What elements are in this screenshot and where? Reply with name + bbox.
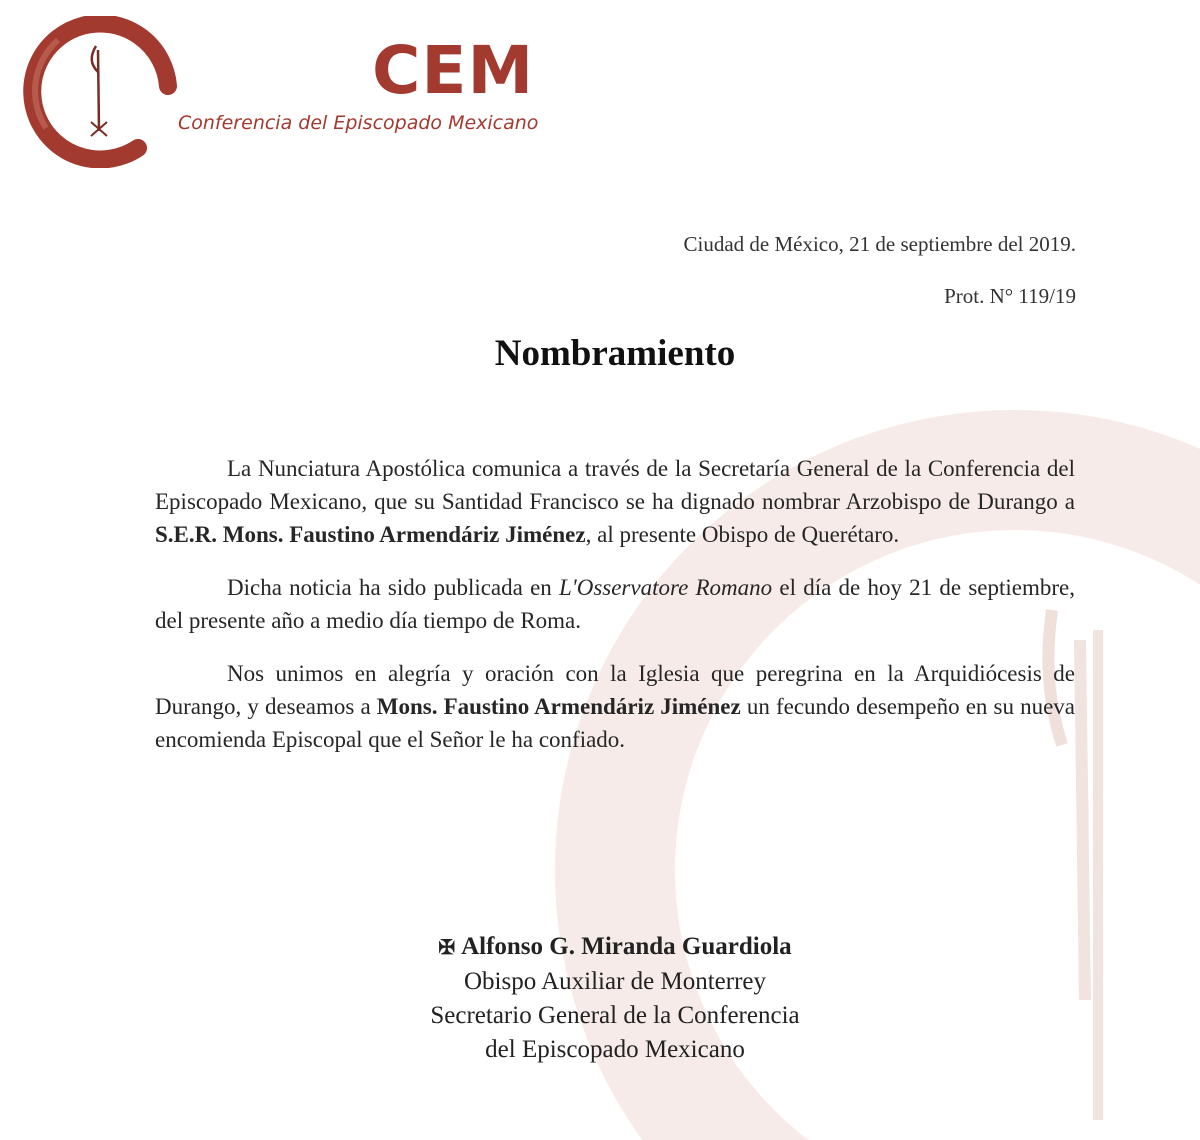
org-acronym: CEM (372, 32, 535, 109)
document-title: Nombramiento (494, 333, 736, 374)
signatory-title-1: Obispo Auxiliar de Monterrey (463, 968, 767, 995)
signature-block (300, 930, 930, 1067)
cross-icon: ✠ (438, 937, 456, 959)
signatory-title-3: del Episcopado Mexicano (485, 1036, 745, 1063)
cem-logo-icon (18, 16, 178, 168)
paragraph-3: Nos unimos en alegría y oración con la Iglesia que peregrina en la Arquidiócesis de Durango, y deseamos a Mons. Faustino Armendáriz Jiménez un fecundo desempeño en su nueva encomienda Episcopal que el Señor le ha confiado. (155, 661, 1076, 752)
place-date: Ciudad de México, 21 de septiembre del 2019. (683, 232, 1076, 256)
document-body (155, 452, 1075, 776)
signatory-title-2: Secretario General de la Conferencia (430, 1002, 800, 1029)
paragraph-2: Dicha noticia ha sido publicada en L'Osservatore Romano el día de hoy 21 de septiembre, del presente año a medio día tiempo de Roma. (155, 575, 1075, 633)
paragraph-1: La Nunciatura Apostólica comunica a través de la Secretaría General de la Conferencia del Episcopado Mexicano, que su Santidad Francisco se ha dignado nombrar Arzobispo de Durango a S.E.R. Mons. Faustino Armendáriz Jiménez, al presente Obispo de Querétaro. (155, 456, 1075, 547)
signatory-name: ✠ Alfonso G. Miranda Guardiola (438, 933, 792, 960)
org-name: Conferencia del Episcopado Mexicano (178, 112, 539, 134)
protocol-number: Prot. N° 119/19 (944, 284, 1076, 308)
